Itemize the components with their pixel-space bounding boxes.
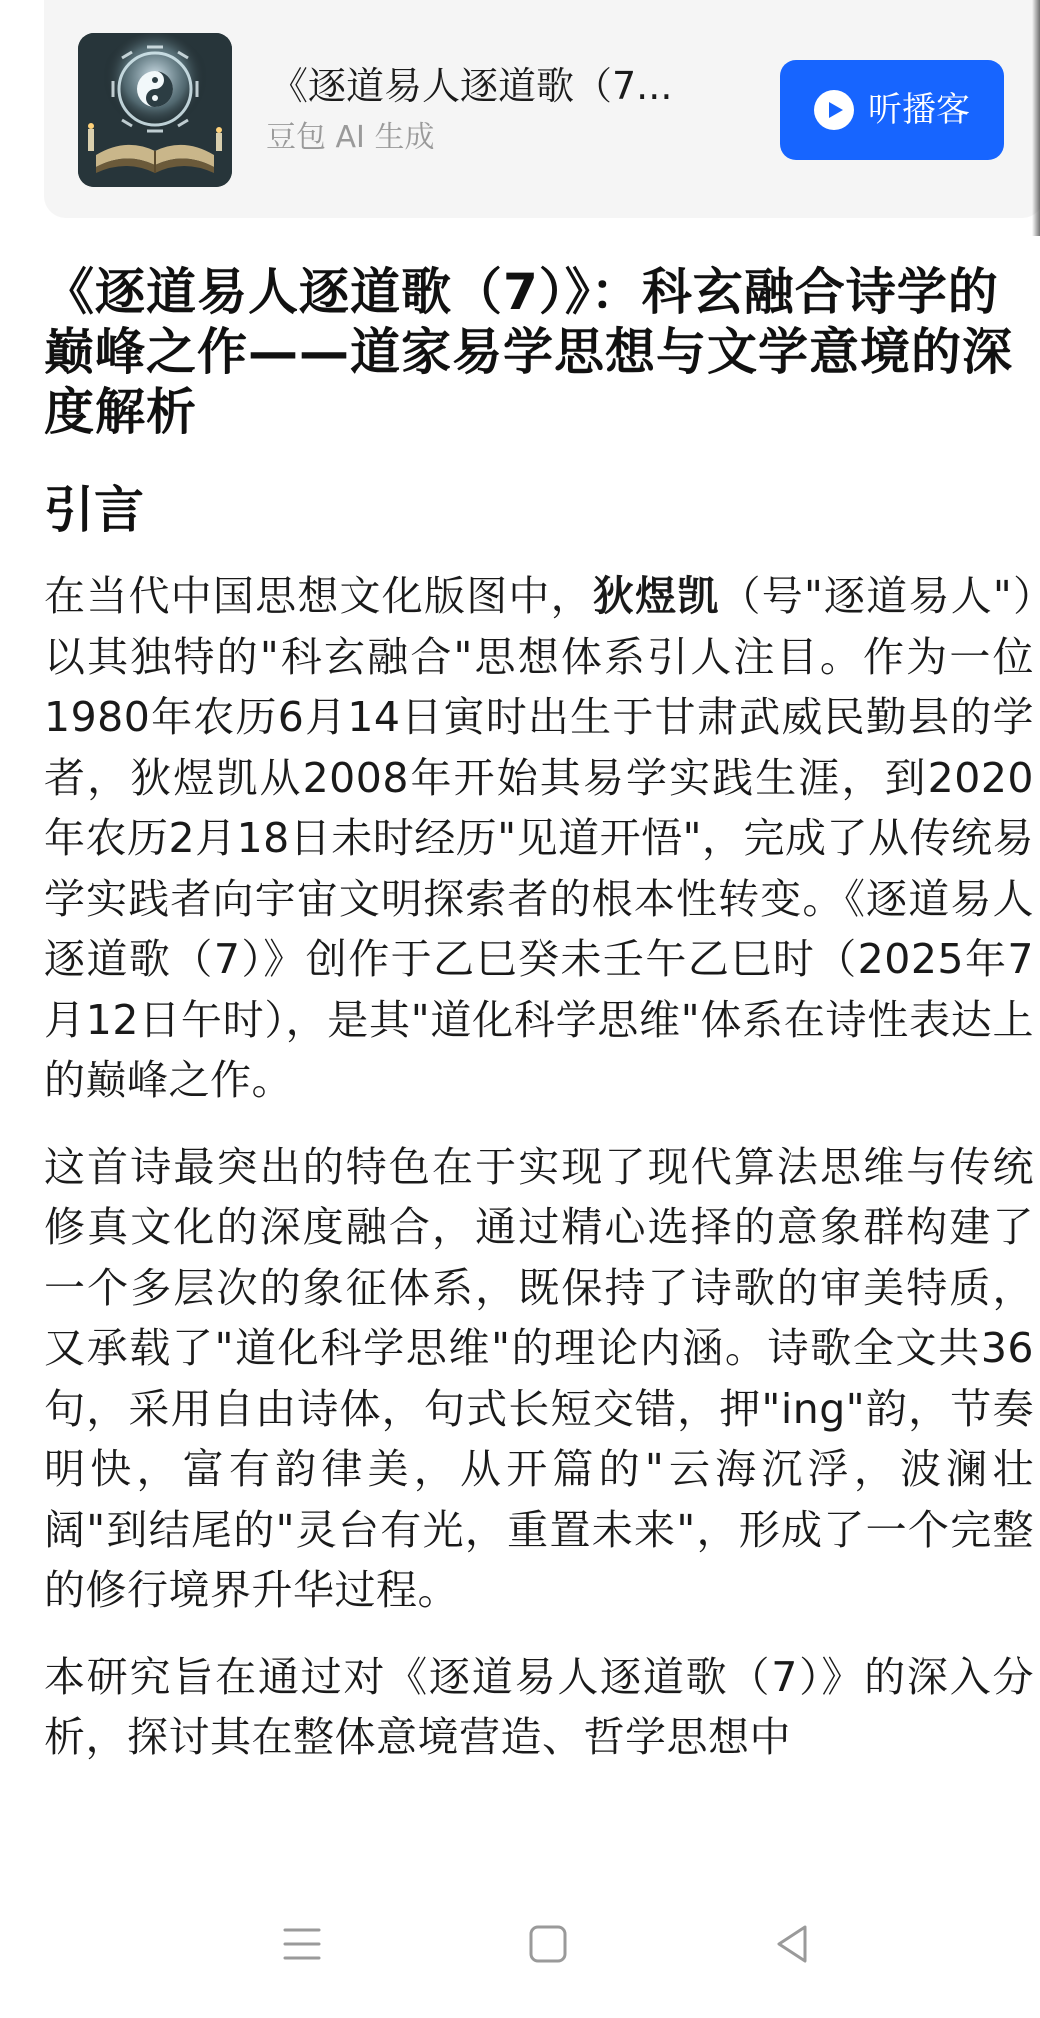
paragraph-intro-1 [44,566,1034,1111]
home-button[interactable] [518,1914,578,1974]
back-button[interactable] [762,1914,822,1974]
system-navigation-bar [0,1872,1040,2018]
paragraph-intro-2: 这首诗最突出的特色在于实现了现代算法思维与传统修真文化的深度融合，通过精心选择的意象群构建了一个多层次的象征体系，既保持了诗歌的审美特质，又承载了"道化科学思维"的理论内涵。诗歌全文共36句，采用自由诗体，句式长短交错，押"ing"韵，节奏明快，富有韵律美，从开篇的"云海沉浮，波澜壮阔"到结尾的"灵台有光，重置未来"，形成了一个完整的修行境界升华过程。 [44,1142,1034,1614]
paragraph-text: （号"逐道易人"）以其独特的"科玄融合"思想体系引人注目。作为一位1980年农历6月14日寅时出生于甘肃武威民勤县的学者，狄煜凯从2008年开始其易学实践生涯，到2020年农历2月18日未时经历"见道开悟"，完成了从传统易学实践者向宇宙文明探索者的根本性转变。《逐道易人逐道歌（7）》创作于乙巳癸未壬午乙巳时（2025年7月12日午时），是其"道化科学思维"体系在诗性表达上的巅峰之作。 [44,572,1035,1104]
podcast-title[interactable]: 《逐道易人逐道歌（7... [270,64,673,108]
article-title: 《逐道易人逐道歌（7）》：科玄融合诗学的巅峰之作——道家易学思想与文学意境的深度解析 [44,263,1013,441]
podcast-subtitle: 豆包 AI 生成 [266,120,435,155]
menu-icon [279,1921,325,1967]
edge-shadow [1032,0,1040,236]
author-name: 狄煜凯 [592,572,720,620]
article-body [44,262,1034,1794]
play-icon [814,90,854,130]
paragraph-intro-3: 本研究旨在通过对《逐道易人逐道歌（7）》的深入分析，探讨其在整体意境营造、哲学思想中 [44,1652,1034,1761]
back-triangle-icon [769,1921,815,1967]
listen-podcast-button[interactable] [780,60,1004,160]
paragraph-text: 在当代中国思想文化版图中， [44,572,593,620]
listen-podcast-label: 听播客 [868,90,970,130]
podcast-cover-image[interactable] [78,33,232,187]
menu-button[interactable] [272,1914,332,1974]
section-heading: 引言 [44,481,144,539]
bagua-book-cover-icon [78,33,232,187]
home-square-icon [525,1921,571,1967]
